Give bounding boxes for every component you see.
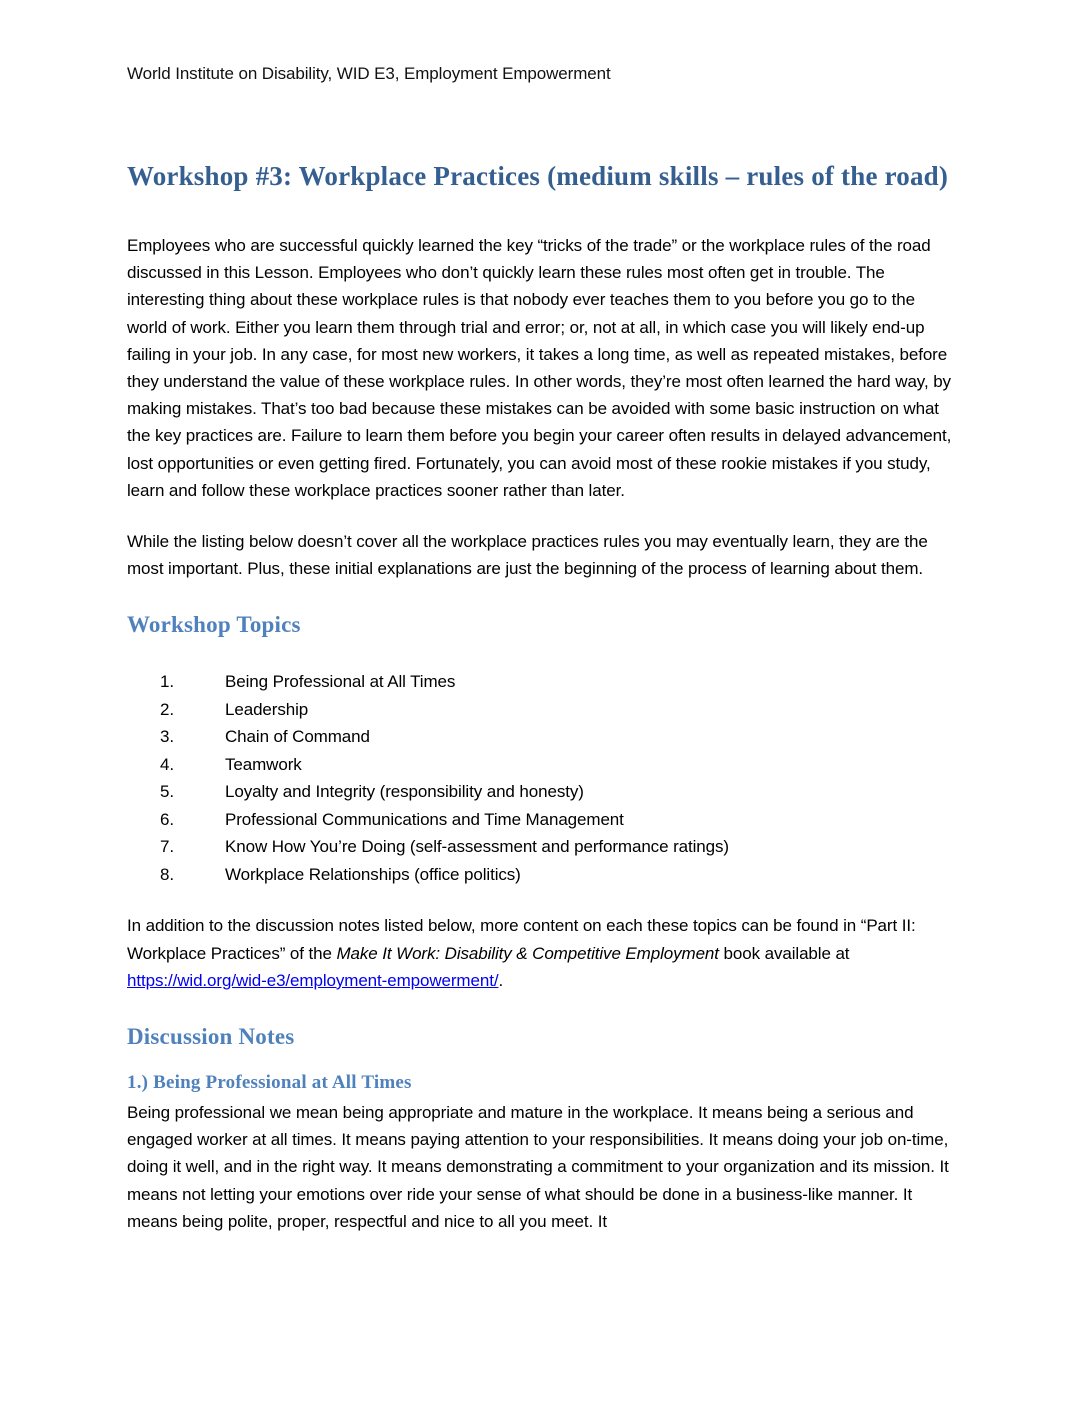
list-item [160, 806, 955, 834]
employment-empowerment-link[interactable]: https://wid.org/wid-e3/employment-empowerment/ [127, 970, 499, 990]
list-item-label: Being Professional at All Times [225, 672, 456, 692]
list-item [160, 723, 955, 751]
list-item [160, 778, 955, 806]
list-item-label: Know How You’re Doing (self-assessment and performance ratings) [225, 837, 729, 857]
more-content-paragraph [127, 912, 955, 994]
topic1-paragraph: Being professional we mean being appropriate and mature in the workplace. It means being a serious and engaged worker at all times. It means paying attention to your responsibilities. It means doing your job on-time, doing it well, and in the right way. It means demonstrating a commitment to your organization and its mission. It means not letting your emotions over ride your sense of what should be done in a business-like manner. It means being polite, proper, respectful and nice to all you meet. It [127, 1103, 949, 1231]
list-item [160, 696, 955, 724]
list-item-number: 7. [160, 837, 174, 857]
list-item-number: 8. [160, 864, 174, 884]
list-item-number: 5. [160, 782, 174, 802]
list-item-label: Workplace Relationships (office politics) [225, 864, 521, 884]
discussion-notes-heading: Discussion Notes [127, 1024, 295, 1050]
list-item-label: Chain of Command [225, 727, 370, 747]
list-item-label: Loyalty and Integrity (responsibility and honesty) [225, 782, 584, 802]
list-item-label: Leadership [225, 699, 309, 719]
list-item-number: 4. [160, 754, 174, 774]
list-item [160, 833, 955, 861]
sentence-period: . [498, 970, 504, 990]
list-item-number: 2. [160, 699, 174, 719]
list-item-label: Teamwork [225, 754, 302, 774]
list-item [160, 861, 955, 889]
workshop-topics-list [127, 668, 955, 888]
list-item-label: Professional Communications and Time Management [225, 809, 624, 829]
topic1-subheading: 1.) Being Professional at All Times [127, 1072, 412, 1094]
list-item-number: 3. [160, 727, 174, 747]
document-header: World Institute on Disability, WID E3, Employment Empowerment [127, 64, 611, 83]
list-item [160, 668, 955, 696]
list-item [160, 751, 955, 779]
listing-paragraph: While the listing below doesn’t cover all the workplace practices rules you may eventually learn, they are the most important. Plus, these initial explanations are just the beginning of the process of learning about them. [127, 532, 928, 579]
more-content-text-after: book available at [718, 943, 850, 963]
list-item-number: 1. [160, 672, 174, 692]
list-item-number: 6. [160, 809, 174, 829]
more-content-text-before: In addition to the discussion notes listed below, more content on each these topics can be found in “Part II: Workplace Practices” of the [127, 916, 916, 963]
document-title: Workshop #3: Workplace Practices (medium skills – rules of the road) [127, 161, 949, 191]
workshop-topics-heading: Workshop Topics [127, 612, 301, 638]
intro-paragraph: Employees who are successful quickly learned the key “tricks of the trade” or the workplace rules of the road discussed in this Lesson. Employees who don’t quickly learn these rules most often get in trouble. The interesting thing about these workplace rules is that nobody ever teaches them to you before you go to the world of work. Either you learn them through trial and error; or, not at all, in which case you will likely end-up failing in your job. In any case, for most new workers, it takes a long time, as well as repeated mistakes, before they understand the value of these workplace rules. In other words, they’re most often learned the hard way, by making mistakes. That’s too bad because these mistakes can be avoided with some basic instruction on what the key practices are. Failure to learn them before you begin your career often results in delayed advancement, lost opportunities or even getting fired. Fortunately, you can avoid most of these rookie mistakes if you study, learn and follow these workplace practices sooner rather than later. [127, 236, 952, 500]
book-title: Make It Work: Disability & Competitive Employment [336, 943, 719, 963]
